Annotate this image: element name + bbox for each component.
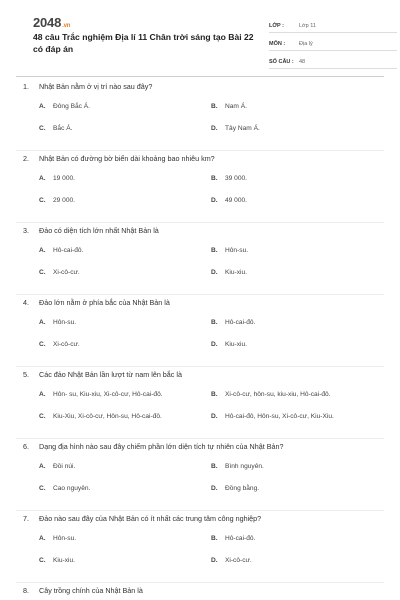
question-item [16, 223, 384, 295]
option-letter: C. [39, 197, 46, 204]
logo-suffix-text: .vn [62, 23, 71, 29]
option-text: 29 000. [53, 197, 75, 204]
answer-option[interactable] [39, 413, 162, 420]
question-number: 7. [23, 514, 29, 523]
option-text: Kiu-xiu. [225, 269, 247, 276]
answer-option[interactable] [211, 103, 247, 110]
question-text [23, 370, 380, 380]
question-stem: Đảo lớn nằm ở phía bắc của Nhật Bản là [39, 298, 170, 307]
option-letter: B. [211, 535, 218, 542]
meta-value: Lớp 11 [299, 23, 316, 29]
answer-option[interactable] [39, 103, 90, 110]
option-letter: A. [39, 319, 46, 326]
answer-option[interactable] [211, 485, 259, 492]
option-letter: A. [39, 463, 46, 470]
option-letter: D. [211, 269, 218, 276]
option-letter: B. [211, 391, 218, 398]
meta-key: MÔN : [269, 41, 286, 47]
option-letter: B. [211, 103, 218, 110]
option-text: Hôn- su, Kiu-xiu, Xi-cô-cư, Hô-cai-đô. [53, 391, 163, 398]
question-item [16, 511, 384, 583]
option-text: Xi-cô-cư, hôn-su, kiu-xiu, Hô-cai-đô. [225, 391, 331, 398]
option-text: Xi-cô-cư. [53, 341, 80, 348]
option-letter: D. [211, 197, 218, 204]
option-letter: C. [39, 125, 46, 132]
option-letter: D. [211, 125, 218, 132]
option-text: Kiu-Xiu, Xi-cô-cư, Hôn-su, Hô-cai-đô. [53, 413, 162, 420]
answer-option[interactable] [39, 341, 80, 348]
question-number: 1. [23, 82, 29, 91]
answer-option[interactable] [211, 175, 247, 182]
answer-option[interactable] [211, 125, 260, 132]
meta-row-count [269, 51, 397, 69]
logo-main-text: 2048 [33, 15, 62, 30]
answer-option[interactable] [211, 341, 247, 348]
option-text: Hôn-su. [225, 247, 249, 254]
question-stem: Các đảo Nhật Bản lần lượt từ nam lên bắc là [39, 370, 182, 379]
question-number: 2. [23, 154, 29, 163]
question-text [23, 514, 380, 524]
question-text [23, 298, 380, 308]
question-item [16, 79, 384, 151]
option-text: Đồng bằng. [225, 485, 260, 492]
answer-option[interactable] [39, 247, 83, 254]
option-letter: D. [211, 485, 218, 492]
option-letter: C. [39, 269, 46, 276]
question-item [16, 295, 384, 367]
question-number: 4. [23, 298, 29, 307]
option-letter: B. [211, 175, 218, 182]
answer-option[interactable] [211, 391, 331, 398]
header-divider [16, 76, 384, 77]
answer-option[interactable] [211, 269, 247, 276]
option-text: 39 000. [225, 175, 247, 182]
question-text [23, 586, 380, 596]
question-number: 8. [23, 586, 29, 595]
question-text [23, 154, 380, 164]
option-letter: C. [39, 485, 46, 492]
answer-option[interactable] [39, 125, 72, 132]
answer-option[interactable] [211, 463, 264, 470]
option-letter: B. [211, 319, 218, 326]
document-meta [269, 15, 397, 69]
document-header [16, 0, 384, 70]
meta-row-class [269, 15, 397, 33]
question-number: 6. [23, 442, 29, 451]
option-letter: A. [39, 103, 46, 110]
option-text: 19 000. [53, 175, 75, 182]
option-text: Tây Nam Á. [225, 125, 260, 132]
question-stem: Nhật Bản có đường bờ biển dài khoảng bao nhiêu km? [39, 154, 215, 163]
option-text: Đồi núi. [53, 463, 76, 470]
document-title: 48 câu Trắc nghiệm Địa lí 11 Chân trời sáng tạo Bài 22 có đáp án [33, 32, 254, 54]
option-text: Hôn-su. [53, 535, 77, 542]
question-number: 5. [23, 370, 29, 379]
question-text [23, 442, 380, 452]
question-stem: Đảo nào sau đây của Nhật Bản có ít nhất các trung tâm công nghiệp? [39, 514, 262, 523]
option-letter: A. [39, 175, 46, 182]
answer-option[interactable] [39, 463, 75, 470]
question-item [16, 439, 384, 511]
option-letter: B. [211, 463, 218, 470]
option-text: Bắc Á. [53, 125, 73, 132]
answer-option[interactable] [211, 535, 255, 542]
option-text: Hô-cai-đô, Hôn-su, Xi-cô-cư, Kiu-Xiu. [225, 413, 334, 420]
question-text [23, 226, 380, 236]
answer-option[interactable] [39, 269, 80, 276]
question-item [16, 151, 384, 223]
question-item [16, 583, 384, 600]
option-letter: C. [39, 557, 46, 564]
answer-option[interactable] [39, 557, 75, 564]
question-item [16, 367, 384, 439]
option-letter: C. [39, 341, 46, 348]
question-text [23, 82, 380, 92]
option-text: Hô-cai-đô. [53, 247, 84, 254]
meta-row-subject [269, 33, 397, 51]
question-stem: Dạng địa hình nào sau đây chiếm phần lớn diện tích tự nhiên của Nhật Bản? [39, 442, 284, 451]
option-text: Cao nguyên. [53, 485, 91, 492]
meta-value: Địa lý [299, 41, 313, 47]
answer-option[interactable] [39, 319, 76, 326]
option-letter: D. [211, 413, 218, 420]
answer-option[interactable] [39, 175, 75, 182]
answer-option[interactable] [39, 197, 75, 204]
answer-option[interactable] [211, 247, 248, 254]
answer-option[interactable] [211, 557, 252, 564]
question-number: 3. [23, 226, 29, 235]
option-text: Xi-cô-cư. [225, 557, 252, 564]
option-letter: C. [39, 413, 46, 420]
option-letter: A. [39, 391, 46, 398]
option-text: Nam Á. [225, 103, 247, 110]
option-text: Đông Bắc Á. [53, 103, 91, 110]
answer-option[interactable] [39, 535, 76, 542]
option-text: Hô-cai-đô. [225, 535, 256, 542]
option-letter: D. [211, 557, 218, 564]
option-text: Bình nguyên. [225, 463, 264, 470]
option-letter: A. [39, 247, 46, 254]
answer-option[interactable] [211, 197, 247, 204]
answer-option[interactable] [211, 319, 255, 326]
option-text: Kiu-xiu. [225, 341, 247, 348]
meta-key: LỚP : [269, 23, 284, 29]
meta-key: SỐ CÂU : [269, 59, 294, 65]
option-text: Hôn-su. [53, 319, 77, 326]
question-list [16, 79, 384, 600]
question-stem: Đảo có diện tích lớn nhất Nhật Bản là [39, 226, 159, 235]
option-letter: B. [211, 247, 218, 254]
option-text: 49 000. [225, 197, 247, 204]
option-letter: A. [39, 535, 46, 542]
answer-option[interactable] [39, 485, 90, 492]
question-stem: Nhật Bản nằm ở vị trí nào sau đây? [39, 82, 153, 91]
option-text: Kiu-xiu. [53, 557, 75, 564]
answer-option[interactable] [39, 391, 163, 398]
site-logo[interactable] [33, 15, 70, 30]
meta-value: 48 [299, 59, 306, 65]
answer-option[interactable] [211, 413, 334, 420]
option-letter: D. [211, 341, 218, 348]
option-text: Hô-cai-đô. [225, 319, 256, 326]
question-stem: Cây trồng chính của Nhật Bản là [39, 586, 143, 595]
option-text: Xi-cô-cư. [53, 269, 80, 276]
